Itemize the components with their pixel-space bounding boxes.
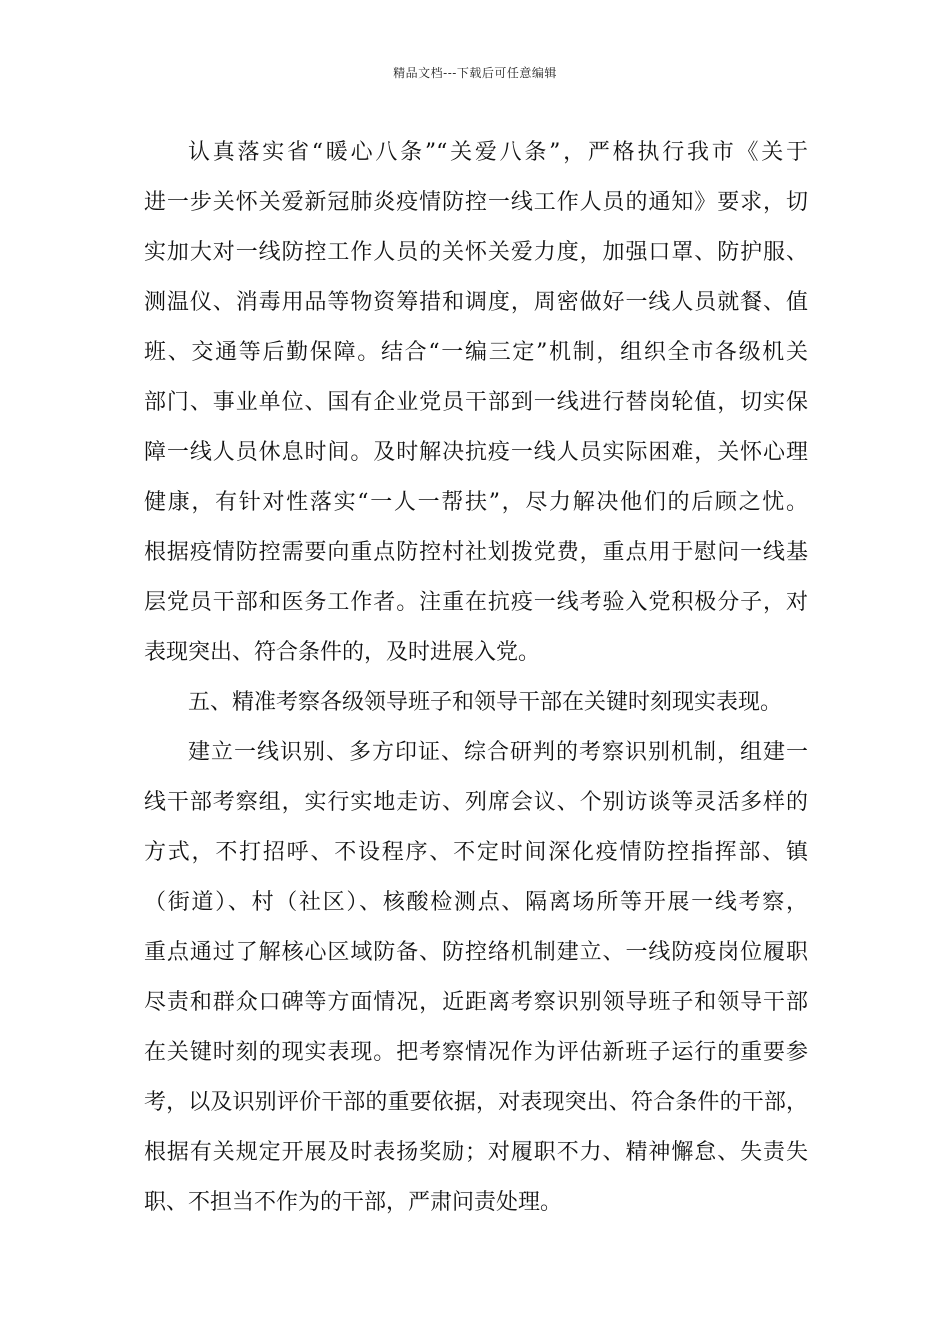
text-line: 尽责和群众口碑等方面情况，近距离考察识别领导班子和领导干部 — [144, 990, 808, 1015]
text-line: 职、不担当不作为的干部，严肃问责处理。 — [144, 1190, 563, 1215]
text-line: 根据疫情防控需要向重点防控村社划拨党费，重点用于慰问一线基 — [144, 540, 808, 565]
text-line: 实加大对一线防控工作人员的关怀关爱力度，加强口罩、防护服、 — [144, 240, 808, 265]
text-line: 认真落实省“暖心八条”“关爱八条”，严格执行我市《关于 — [188, 140, 808, 165]
text-line: 测温仪、消毒用品等物资筹措和调度，周密做好一线人员就餐、值 — [144, 290, 808, 315]
paragraph — [144, 728, 808, 1228]
text-line: 根据有关规定开展及时表扬奖励；对履职不力、精神懈怠、失责失 — [144, 1140, 808, 1165]
text-line: 线干部考察组，实行实地走访、列席会议、个别访谈等灵活多样的 — [144, 790, 808, 815]
text-line: 方式，不打招呼、不设程序、不定时间深化疫情防控指挥部、镇 — [144, 840, 808, 865]
text-line: 班、交通等后勤保障。结合“一编三定”机制，组织全市各级机关 — [144, 340, 808, 365]
page-header: 精品文档---下载后可任意编辑 — [393, 66, 557, 80]
text-line: 五、精准考察各级领导班子和领导干部在关键时刻现实表现。 — [188, 690, 783, 715]
text-line: 健康，有针对性落实“一人一帮扶”，尽力解决他们的后顾之忧。 — [144, 490, 808, 515]
section-heading — [144, 678, 808, 728]
text-line: 考，以及识别评价干部的重要依据，对表现突出、符合条件的干部， — [144, 1090, 808, 1115]
text-line: （街道）、村（社区）、核酸检测点、隔离场所等开展一线考察， — [144, 890, 808, 915]
text-line: 表现突出、符合条件的，及时进展入党。 — [144, 640, 541, 665]
paragraph — [144, 128, 808, 678]
text-line: 建立一线识别、多方印证、综合研判的考察识别机制，组建一 — [188, 740, 808, 765]
text-line: 进一步关怀关爱新冠肺炎疫情防控一线工作人员的通知》要求，切 — [144, 190, 808, 215]
document-body — [144, 128, 808, 1228]
text-line: 部门、事业单位、国有企业党员干部到一线进行替岗轮值，切实保 — [144, 390, 808, 415]
text-line: 重点通过了解核心区域防备、防控络机制建立、一线防疫岗位履职 — [144, 940, 808, 965]
text-line: 在关键时刻的现实表现。把考察情况作为评估新班子运行的重要参 — [144, 1040, 808, 1065]
text-line: 层党员干部和医务工作者。注重在抗疫一线考验入党积极分子，对 — [144, 590, 808, 615]
text-line: 障一线人员休息时间。及时解决抗疫一线人员实际困难，关怀心理 — [144, 440, 808, 465]
